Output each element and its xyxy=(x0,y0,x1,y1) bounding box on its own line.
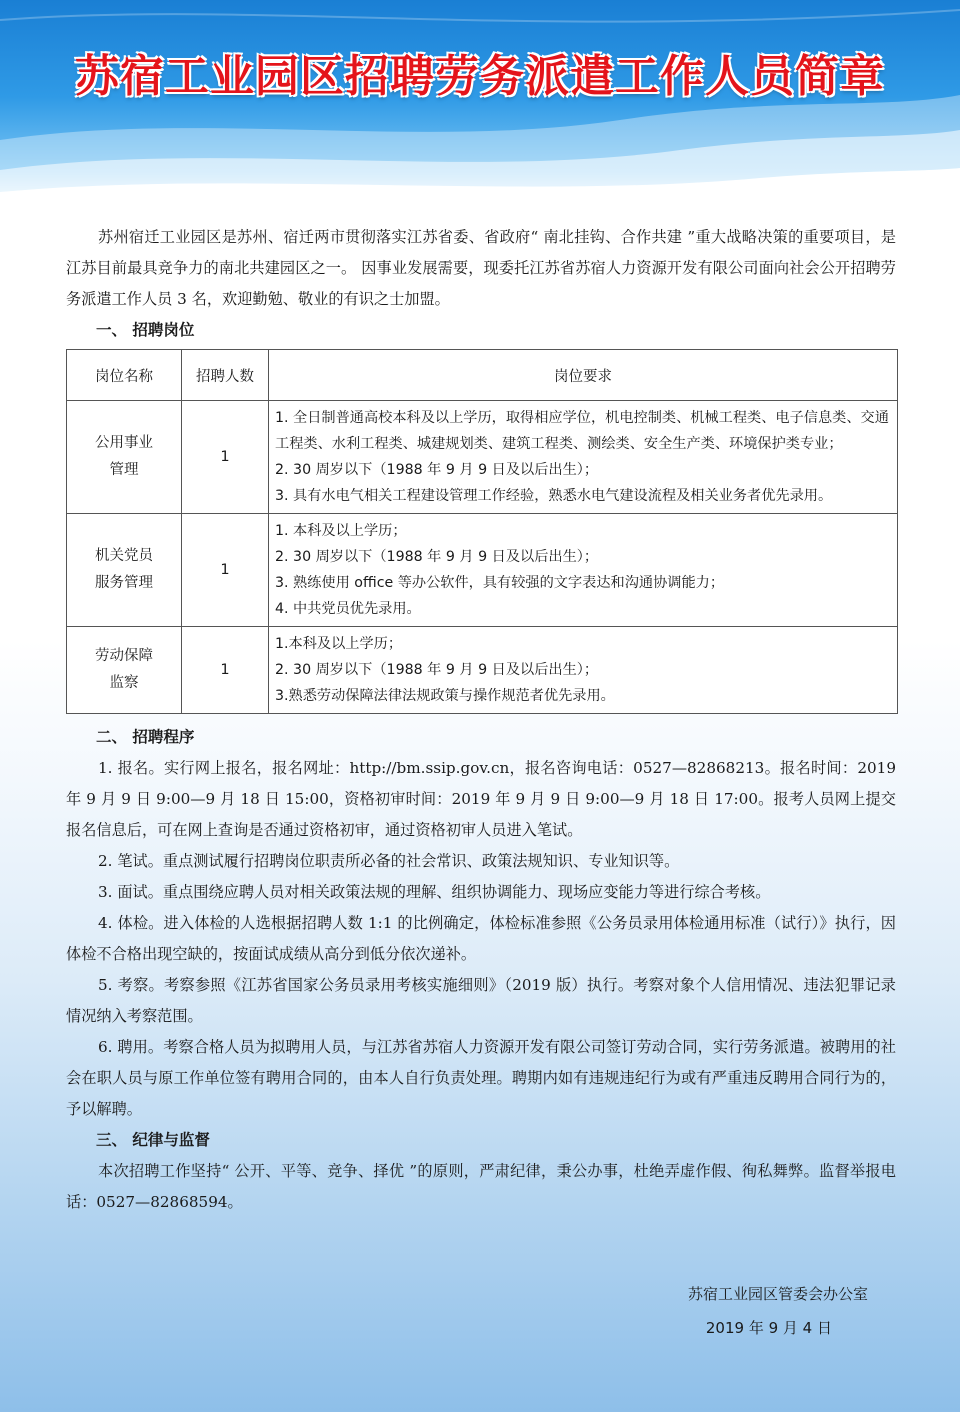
header-requirements: 岗位要求 xyxy=(269,350,898,401)
header-count: 招聘人数 xyxy=(182,350,269,401)
procedure-item: 2. 笔试。重点测试履行招聘岗位职责所必备的社会常识、政策法规知识、专业知识等。 xyxy=(98,852,680,870)
position-requirements xyxy=(269,401,898,514)
intro-paragraph: 苏州宿迁工业园区是苏州、宿迁两市贯彻落实江苏省委、省政府“ 南北挂钩、合作共建 ”重大战略决策的重要项目，是江苏目前最具竞争力的南北共建园区之一。 因事业发展需要，现委托江苏省苏宿人力资源开发有限公司面向社会公开招聘劳务派遣工作人员 3 名，欢迎勤勉、敬业的有识之士加盟。 xyxy=(66,228,896,308)
position-name xyxy=(67,514,182,627)
section-heading-discipline: 三、 纪律与监督 xyxy=(96,1131,210,1149)
table-row xyxy=(67,401,898,514)
discipline-paragraph: 本次招聘工作坚持“ 公开、平等、竞争、择优 ”的原则，严肃纪律，秉公办事，杜绝弄虚作假、徇私舞弊。监督举报电话：0527—82868594。 xyxy=(66,1162,896,1211)
position-name-line: 服务管理 xyxy=(95,575,153,591)
procedure-item: 1. 报名。实行网上报名，报名网址：http://bm.ssip.gov.cn，报名咨询电话：0527—82868213。报名时间：2019 年 9 月 9 日 9:00—9 月 18 日 15:00，资格初审时间：2019 年 9 月 9 日 9:00—9 月 18 日 17:00。报考人员网上提交报名信息后，可在网上查询是否通过资格初审，通过资格初审人员进入笔试。 xyxy=(66,759,896,839)
position-name-line: 机关党员 xyxy=(95,548,153,564)
requirement-item: 3. 熟练使用 office 等办公软件，具有较强的文字表达和沟通协调能力； xyxy=(275,575,725,591)
requirement-item: 1. 本科及以上学历； xyxy=(275,523,407,539)
position-name-line: 劳动保障 xyxy=(95,648,153,664)
position-name-line: 监察 xyxy=(109,675,139,691)
procedure-item: 4. 体检。进入体检的人选根据招聘人数 1:1 的比例确定，体检标准参照《公务员录用体检通用标准（试行）》执行，因体检不合格出现空缺的，按面试成绩从高分到低分依次递补。 xyxy=(66,914,896,963)
signature-date: 2019 年 9 月 4 日 xyxy=(705,1319,832,1337)
requirement-item: 2. 30 周岁以下（1988 年 9 月 9 日及以后出生）； xyxy=(275,549,599,565)
procedure-item: 6. 聘用。考察合格人员为拟聘用人员，与江苏省苏宿人力资源开发有限公司签订劳动合同，实行劳务派遣。被聘用的社会在职人员与原工作单位签有聘用合同的，由本人自行负责处理。聘期内如有违规违纪行为或有严重违反聘用合同行为的，予以解聘。 xyxy=(66,1038,896,1118)
page-title: 苏宿工业园区招聘劳务派遣工作人员简章 xyxy=(75,51,885,102)
table-row xyxy=(67,627,898,714)
requirement-item: 3. 具有水电气相关工程建设管理工作经验，熟悉水电气建设流程及相关业务者优先录用。 xyxy=(275,488,833,504)
section-heading-procedure: 二、 招聘程序 xyxy=(96,728,195,746)
position-name-line: 公用事业 xyxy=(95,435,153,451)
requirement-item: 1. 全日制普通高校本科及以上学历，取得相应学位，机电控制类、机械工程类、电子信息类、交通工程类、水利工程类、城建规划类、建筑工程类、测绘类、安全生产类、环境保护类专业； xyxy=(275,410,889,452)
section-heading-positions: 一、 招聘岗位 xyxy=(96,321,195,339)
positions-table xyxy=(66,349,898,714)
requirement-item: 1.本科及以上学历； xyxy=(275,636,403,652)
position-name xyxy=(67,627,182,714)
position-requirements xyxy=(269,627,898,714)
requirement-item: 2. 30 周岁以下（1988 年 9 月 9 日及以后出生）； xyxy=(275,662,599,678)
requirement-item: 3.熟悉劳动保障法律法规政策与操作规范者优先录用。 xyxy=(275,688,615,704)
position-count: 1 xyxy=(182,401,269,514)
table-header-row xyxy=(67,350,898,401)
position-count: 1 xyxy=(182,514,269,627)
signature-org: 苏宿工业园区管委会办公室 xyxy=(687,1285,868,1303)
position-name xyxy=(67,401,182,514)
banner-wave-decoration xyxy=(0,0,960,215)
procedure-item: 5. 考察。考察参照《江苏省国家公务员录用考核实施细则》（2019 版）执行。考察对象个人信用情况、违法犯罪记录情况纳入考察范围。 xyxy=(66,976,896,1025)
header-banner xyxy=(0,0,960,215)
table-row xyxy=(67,514,898,627)
position-count: 1 xyxy=(182,627,269,714)
position-requirements xyxy=(269,514,898,627)
requirement-item: 2. 30 周岁以下（1988 年 9 月 9 日及以后出生）； xyxy=(275,462,599,478)
requirement-item: 4. 中共党员优先录用。 xyxy=(275,601,421,617)
position-name-line: 管理 xyxy=(109,462,139,478)
header-position-name: 岗位名称 xyxy=(67,350,182,401)
main-content xyxy=(66,222,896,1218)
procedure-item: 3. 面试。重点围绕应聘人员对相关政策法规的理解、组织协调能力、现场应变能力等进行综合考核。 xyxy=(98,883,771,901)
